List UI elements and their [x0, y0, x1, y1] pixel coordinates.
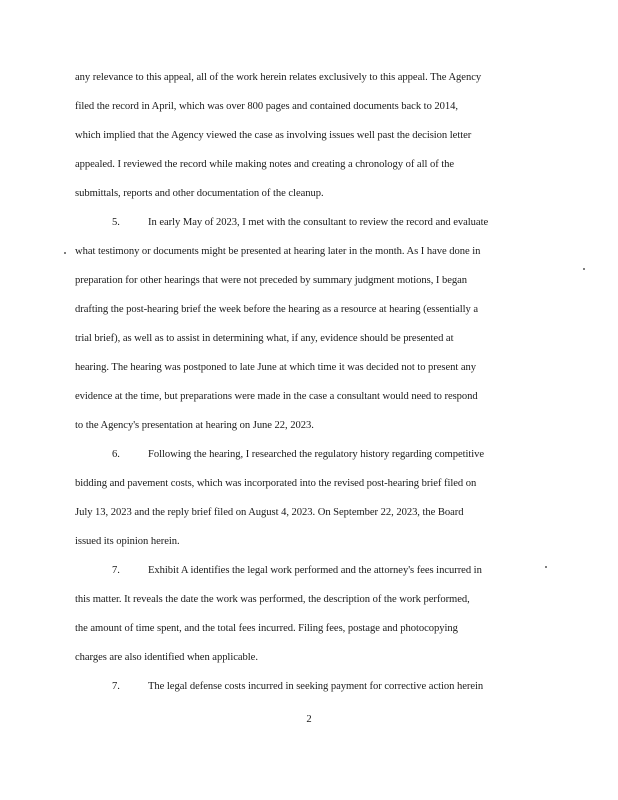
body-text-line: any relevance to this appeal, all of the work herein relates exclusively to this appeal. The Agency [75, 72, 482, 83]
page-number: 2 [306, 714, 312, 725]
body-text-line: trial brief), as well as to assist in determining what, if any, evidence should be presented at [75, 333, 454, 344]
body-text-line: the amount of time spent, and the total fees incurred. Filing fees, postage and photocopying [75, 623, 458, 634]
body-text-line: filed the record in April, which was over 800 pages and contained documents back to 2014, [75, 101, 458, 112]
body-text-line: hearing. The hearing was postponed to late June at which time it was decided not to present any [75, 362, 477, 373]
body-text-line: drafting the post-hearing brief the week before the hearing as a resource at hearing (essentially a [75, 304, 479, 315]
body-text-line: evidence at the time, but preparations were made in the case a consultant would need to respond [75, 391, 478, 402]
body-text-line: what testimony or documents might be presented at hearing later in the month. As I have done in [75, 246, 481, 257]
body-text-line: which implied that the Agency viewed the case as involving issues well past the decision letter [75, 130, 472, 141]
body-text-line: issued its opinion herein. [75, 536, 180, 547]
body-text-line: charges are also identified when applicable. [75, 652, 258, 663]
body-text-line: preparation for other hearings that were not preceded by summary judgment motions, I began [75, 275, 468, 286]
body-text-line: this matter. It reveals the date the work was performed, the description of the work performed, [75, 594, 470, 605]
body-text-line: bidding and pavement costs, which was incorporated into the revised post-hearing brief filed on [75, 478, 477, 489]
body-text-line: submittals, reports and other documentation of the cleanup. [75, 188, 324, 199]
paragraph-first-line: In early May of 2023, I met with the consultant to review the record and evaluate [148, 217, 489, 228]
paragraph-number: 6. [112, 449, 120, 460]
paragraph-first-line: Following the hearing, I researched the regulatory history regarding competitive [148, 449, 485, 460]
body-text-line: appealed. I reviewed the record while making notes and creating a chronology of all of the [75, 159, 455, 170]
paragraph-first-line: The legal defense costs incurred in seeking payment for corrective action herein [148, 681, 484, 692]
scan-speck [64, 252, 66, 254]
body-text-line: July 13, 2023 and the reply brief filed on August 4, 2023. On September 22, 2023, the Board [75, 507, 464, 518]
body-text-line: to the Agency's presentation at hearing on June 22, 2023. [75, 420, 314, 431]
scan-speck [545, 566, 547, 568]
paragraph-number: 5. [112, 217, 120, 228]
scan-speck [583, 268, 585, 270]
paragraph-first-line: Exhibit A identifies the legal work performed and the attorney's fees incurred in [148, 565, 482, 576]
paragraph-number: 7. [112, 681, 120, 692]
paragraph-number: 7. [112, 565, 120, 576]
